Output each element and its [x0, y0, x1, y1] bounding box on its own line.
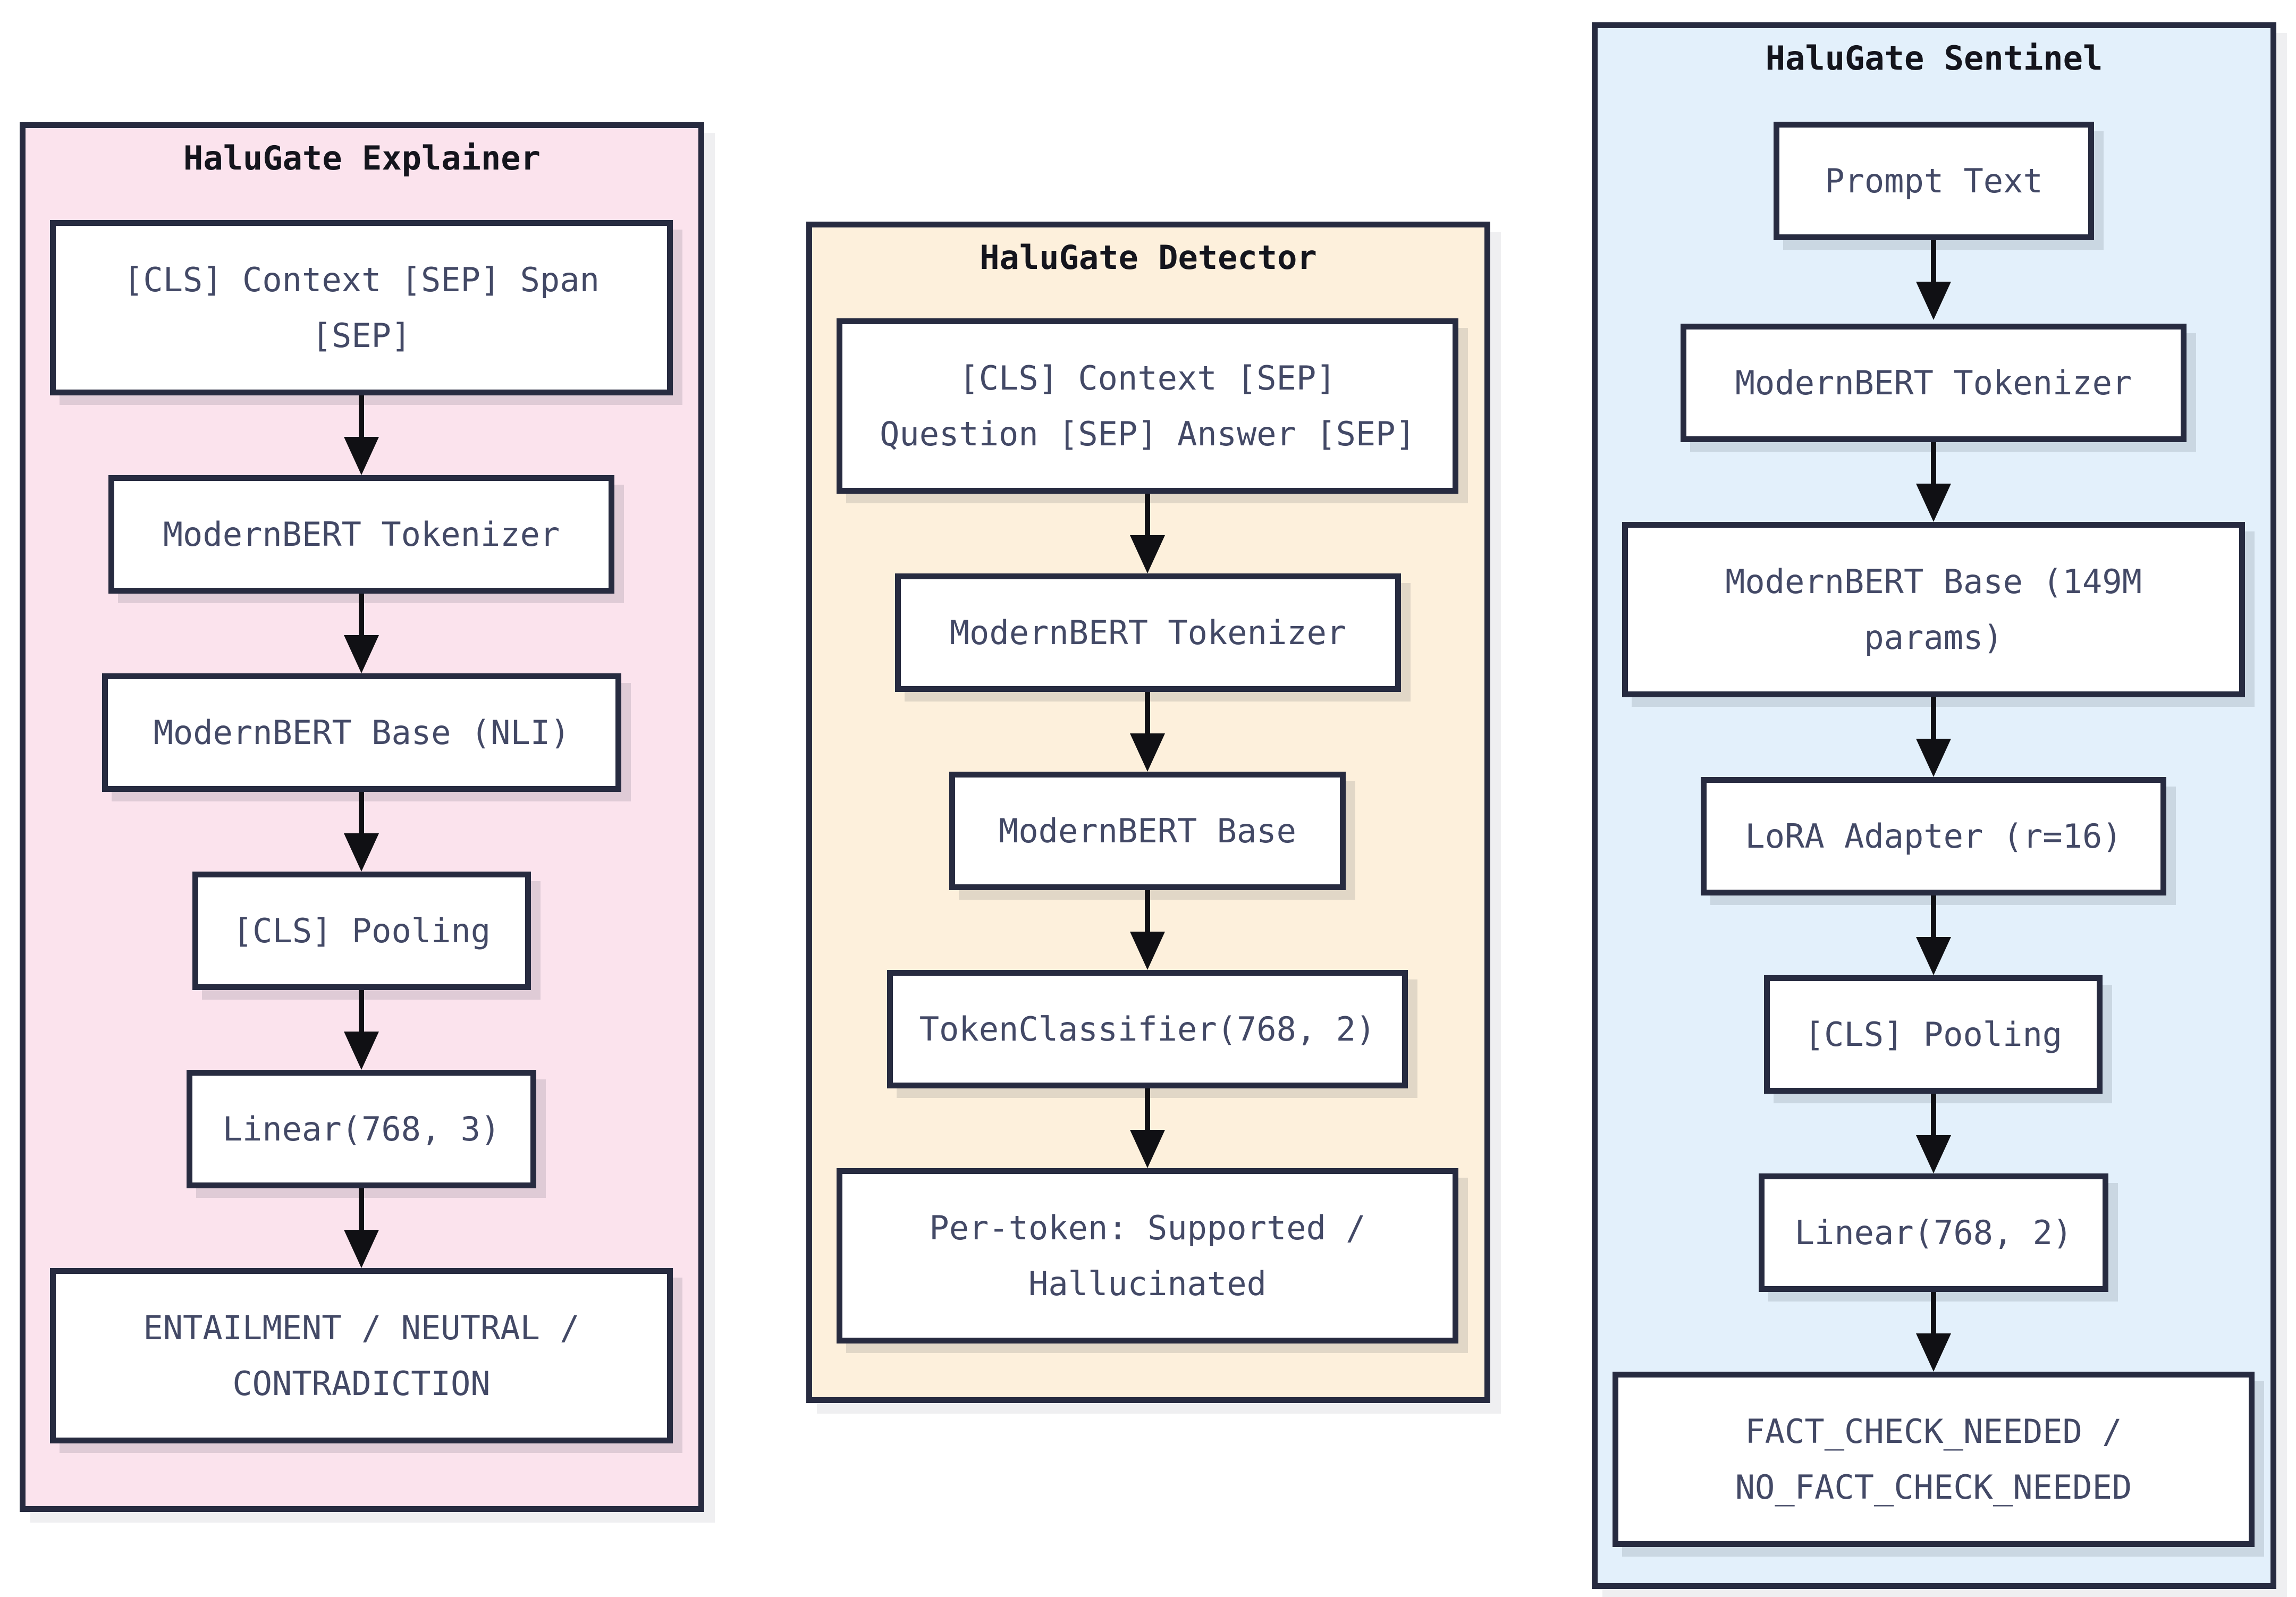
arrow-shaft — [1145, 494, 1150, 535]
down-arrow-icon — [344, 792, 379, 872]
down-arrow-icon — [1916, 697, 1951, 777]
arrow-head — [1130, 1130, 1165, 1168]
node-modernbert-base-149m — [1622, 522, 2245, 697]
arrow-head — [1916, 484, 1951, 522]
arrow-head — [1916, 937, 1951, 975]
panel-halugate-sentinel — [1592, 22, 2276, 1589]
down-arrow-icon — [1130, 890, 1165, 970]
arrow-head — [1130, 733, 1165, 772]
down-arrow-icon — [344, 990, 379, 1070]
node-label: Per-token: Supported / — [929, 1208, 1366, 1247]
node-token-classifier-768-2 — [887, 970, 1408, 1088]
down-arrow-icon — [344, 594, 379, 673]
node-label: ENTAILMENT / NEUTRAL / — [143, 1308, 580, 1347]
arrow-head — [344, 833, 379, 872]
down-arrow-icon — [1916, 1094, 1951, 1173]
node-label: LoRA Adapter (r=16) — [1745, 816, 2122, 856]
node-cls-pooling — [192, 872, 531, 990]
node-modernbert-tokenizer — [108, 475, 614, 594]
arrow-head — [344, 1230, 379, 1268]
arrow-shaft — [1931, 1094, 1936, 1135]
node-label: Question [SEP] Answer [SEP] — [880, 415, 1415, 453]
node-label: ModernBERT Base — [999, 811, 1296, 850]
arrow-shaft — [359, 792, 364, 833]
node-label: ModernBERT Tokenizer — [949, 613, 1347, 652]
arrow-shaft — [359, 395, 364, 437]
arrow-head — [344, 437, 379, 475]
arrow-shaft — [1931, 240, 1936, 282]
node-label: [CLS] Context [SEP] Span — [123, 260, 600, 299]
node-output-per-token-supported-hallucinated — [837, 1168, 1458, 1343]
node-label: NO_FACT_CHECK_NEEDED — [1735, 1468, 2132, 1507]
node-label: [CLS] Pooling — [1804, 1015, 2063, 1054]
node-label: TokenClassifier(768, 2) — [919, 1009, 1376, 1049]
down-arrow-icon — [344, 1188, 379, 1268]
arrow-shaft — [359, 990, 364, 1032]
arrow-head — [1916, 1135, 1951, 1173]
node-label: FACT_CHECK_NEEDED / — [1745, 1412, 2122, 1451]
arrow-shaft — [1145, 692, 1150, 733]
panel-title-explainer: HaluGate Explainer — [183, 139, 541, 178]
node-label: Linear(768, 2) — [1794, 1213, 2073, 1252]
arrow-head — [1130, 932, 1165, 970]
arrow-shaft — [1145, 1088, 1150, 1130]
down-arrow-icon — [1130, 494, 1165, 573]
node-linear-768-3 — [187, 1070, 536, 1188]
down-arrow-icon — [1130, 1088, 1165, 1168]
node-label: [SEP] — [311, 316, 411, 355]
node-label: [CLS] Pooling — [232, 911, 491, 950]
node-label: [CLS] Context [SEP] — [959, 358, 1336, 398]
node-input-cls-context-question-answer — [837, 318, 1458, 494]
down-arrow-icon — [1916, 1292, 1951, 1372]
node-label: Hallucinated — [1028, 1264, 1267, 1303]
node-modernbert-base — [949, 772, 1346, 890]
panel-halugate-detector — [806, 222, 1490, 1403]
arrow-head — [1916, 739, 1951, 777]
arrow-shaft — [1931, 697, 1936, 739]
arrow-shaft — [359, 594, 364, 635]
arrow-shaft — [1931, 442, 1936, 484]
node-label: CONTRADICTION — [232, 1364, 491, 1403]
arrow-head — [1916, 282, 1951, 320]
node-cls-pooling — [1764, 975, 2103, 1094]
down-arrow-icon — [1916, 895, 1951, 975]
down-arrow-icon — [344, 395, 379, 475]
node-label: Linear(768, 3) — [222, 1109, 501, 1148]
node-modernbert-tokenizer — [895, 573, 1401, 692]
node-label: ModernBERT Base (149M — [1725, 562, 2142, 601]
node-output-fact-check-needed — [1613, 1372, 2255, 1547]
node-label: params) — [1864, 618, 2003, 657]
down-arrow-icon — [1916, 442, 1951, 522]
node-label: Prompt Text — [1825, 161, 2043, 200]
arrow-shaft — [359, 1188, 364, 1230]
node-modernbert-base-nli — [102, 673, 621, 792]
node-label: ModernBERT Base (NLI) — [153, 713, 570, 752]
node-label: ModernBERT Tokenizer — [163, 514, 560, 554]
node-label: ModernBERT Tokenizer — [1735, 363, 2132, 402]
panel-halugate-explainer — [20, 122, 704, 1512]
arrow-shaft — [1931, 1292, 1936, 1333]
arrow-head — [344, 1032, 379, 1070]
arrow-head — [344, 635, 379, 673]
down-arrow-icon — [1130, 692, 1165, 772]
arrow-shaft — [1931, 895, 1936, 937]
node-input-cls-context-span — [50, 220, 673, 395]
node-linear-768-2 — [1759, 1173, 2108, 1292]
arrow-head — [1916, 1333, 1951, 1372]
arrow-shaft — [1145, 890, 1150, 932]
panel-title-sentinel: HaluGate Sentinel — [1765, 39, 2103, 78]
node-modernbert-tokenizer — [1681, 324, 2187, 442]
node-output-entailment-neutral-contradiction — [50, 1268, 673, 1443]
panel-title-detector: HaluGate Detector — [980, 238, 1317, 277]
node-lora-adapter-r16 — [1701, 777, 2166, 895]
down-arrow-icon — [1916, 240, 1951, 320]
arrow-head — [1130, 535, 1165, 573]
node-prompt-text — [1774, 122, 2094, 240]
